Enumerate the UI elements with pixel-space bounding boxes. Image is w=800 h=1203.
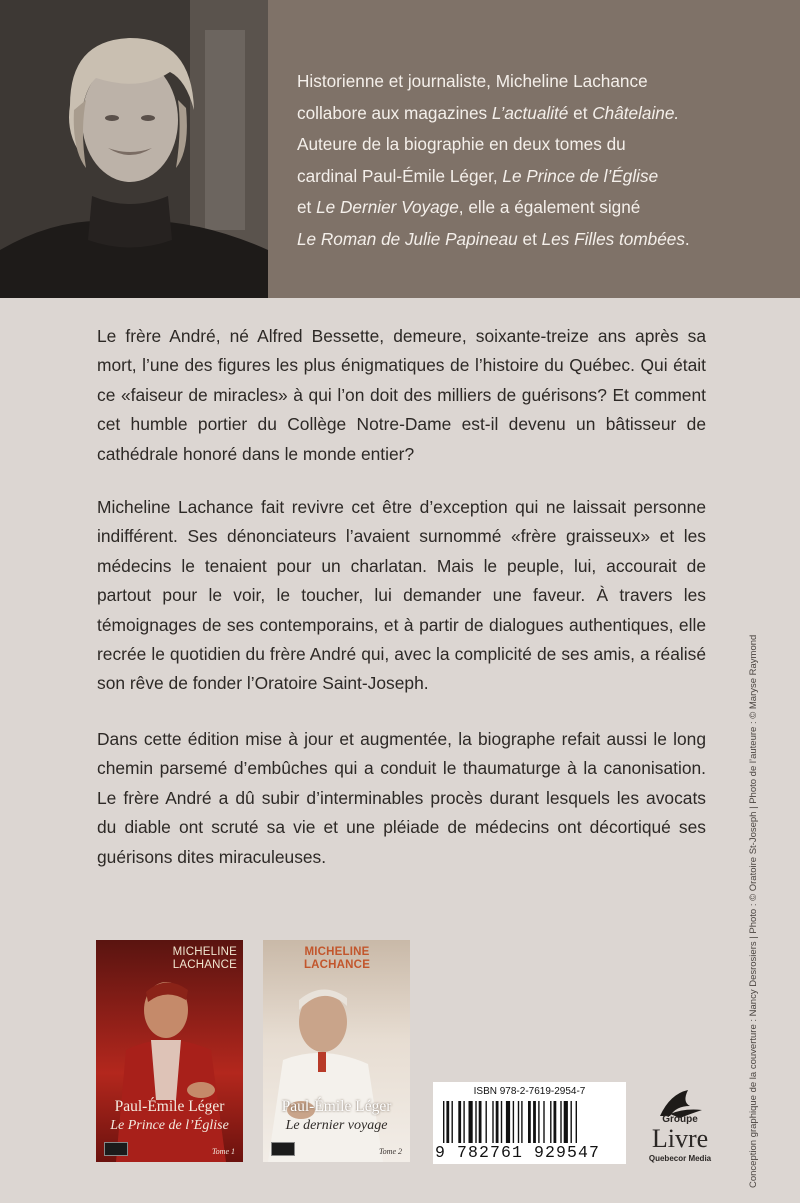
barcode-bars xyxy=(443,1101,619,1143)
isbn-number: ISBN 978-2-7619-2954-7 xyxy=(473,1086,586,1097)
barcode-bar xyxy=(538,1101,539,1143)
magazine-title: L’actualité xyxy=(491,102,569,123)
cover-credits: Conception graphique de la couverture : Nancy Desrosiers | Photo : © Oratoire St-Joseph | Photo de l’auteure : © Maryse Raymond xyxy=(748,634,759,1188)
barcode-bar xyxy=(479,1101,482,1143)
barcode-bar xyxy=(469,1101,473,1143)
bio-text: , elle a également signé xyxy=(458,197,641,218)
barcode-digits: 9 782761 929547 xyxy=(435,1143,601,1162)
publisher-media: Quebecor Media xyxy=(648,1154,712,1163)
barcode-bar xyxy=(452,1101,453,1143)
bio-text: collabore aux magazines xyxy=(297,102,492,123)
magazine-title: Châtelaine. xyxy=(592,102,680,123)
bio-text: et xyxy=(517,228,542,249)
isbn-barcode xyxy=(433,1082,626,1164)
book-author-line: LACHANCE xyxy=(172,959,237,971)
barcode-bar xyxy=(496,1101,499,1143)
author-bio-band xyxy=(0,0,800,298)
bio-text: et xyxy=(568,102,593,123)
barcode-bar xyxy=(443,1101,444,1143)
barcode-bar xyxy=(492,1101,493,1143)
book-tome: Tome 2 xyxy=(378,1147,402,1156)
author-photo xyxy=(0,0,268,298)
barcode-bar xyxy=(543,1101,544,1143)
book-author-line: MICHELINE xyxy=(304,946,370,958)
book-author xyxy=(267,946,407,972)
book-title: Paul-Émile Léger xyxy=(281,1098,392,1115)
description-paragraph-2: Micheline Lachance fait revivre cet être d’exception qui ne laissait personne indifférent. Ses dénonciateurs l’avaient surnommé «frère graisseux» et les médecins le tenaient pour un charlatan. Mais le peuple, lui, accourait de partout pour le voir, le toucher, lui demander une faveur. À travers les témoignages de ses contemporains, et à partir de dialogues authentiques, elle recrée le quotidien du frère André qui, avec la complicité de ses amis, a réalisé son rêve de fonder l’Oratoire Saint-Joseph. xyxy=(97,497,706,694)
book-subtitle: Le dernier voyage xyxy=(285,1118,388,1133)
description-paragraph-1: Le frère André, né Alfred Bessette, demeure, soixante-treize ans après sa mort, l’une des figures les plus énigmatiques de l’histoire du Québec. Qui était ce «faiseur de miracles» à qui l’on doit des milliers de guérisons? Et comment cet humble portier du Collège Notre-Dame est-il devenu un bâtisseur de cathédrale honoré dans le monde entier? xyxy=(97,326,706,464)
book-title: Paul-Émile Léger xyxy=(114,1098,225,1115)
bio-text: . xyxy=(684,228,690,249)
barcode-bar xyxy=(533,1101,536,1143)
barcode-bar xyxy=(446,1101,449,1143)
book-title-ref: Le Prince de l’Église xyxy=(502,165,659,186)
barcode-bar xyxy=(528,1101,531,1143)
publisher-logo-icon xyxy=(271,1142,295,1156)
book-title-ref: Le Dernier Voyage xyxy=(316,197,459,218)
barcode-bar xyxy=(576,1101,577,1143)
barcode-bar xyxy=(501,1101,502,1143)
barcode-bar xyxy=(550,1101,551,1143)
book-tome: Tome 1 xyxy=(211,1147,235,1156)
barcode-bar xyxy=(521,1101,522,1143)
barcode-bar xyxy=(560,1101,561,1143)
barcode-bar xyxy=(554,1101,557,1143)
publisher-logo-icon xyxy=(104,1142,128,1156)
book-title-ref: Les Filles tombées xyxy=(541,228,685,249)
publisher-groupe: Groupe xyxy=(662,1114,698,1125)
barcode-bar xyxy=(463,1101,464,1143)
barcode-bar xyxy=(564,1101,568,1143)
barcode-bar xyxy=(506,1101,510,1143)
description-paragraph-3: Dans cette édition mise à jour et augmentée, la biographe refait aussi le long chemin parsemé d’embûches qui a conduit le thaumaturge à la canonisation. Le frère André a dû subir d’interminables procès durant lesquels les avocats du diable ont scruté sa vie et une pléiade de médecins ont décortiqué ses guérisons dites miraculeuses. xyxy=(97,729,706,867)
book-title-ref: Le Roman de Julie Papineau xyxy=(297,228,518,249)
book-cover-tome-2 xyxy=(263,940,410,1162)
publisher-livre: Livre xyxy=(651,1124,709,1153)
book-author xyxy=(173,946,237,972)
barcode-bar xyxy=(518,1101,519,1143)
book-author-line: LACHANCE xyxy=(303,959,371,971)
bio-line: Auteure de la biographie en deux tomes du xyxy=(297,134,626,155)
barcode-bar xyxy=(458,1101,461,1143)
barcode-bar xyxy=(486,1101,487,1143)
barcode-bar xyxy=(571,1101,572,1143)
publisher-logo xyxy=(640,1088,720,1170)
bio-text: et xyxy=(297,197,317,218)
bio-line: Historienne et journaliste, Micheline Lachance xyxy=(297,71,648,91)
barcode-bar xyxy=(513,1101,514,1143)
book-subtitle: Le Prince de l’Église xyxy=(110,1118,229,1133)
barcode-bar xyxy=(475,1101,476,1143)
book-cover-tome-1 xyxy=(96,940,243,1162)
bio-text: cardinal Paul-Émile Léger, xyxy=(297,165,503,186)
book-author-line: MICHELINE xyxy=(172,946,237,958)
author-bio xyxy=(297,66,775,256)
